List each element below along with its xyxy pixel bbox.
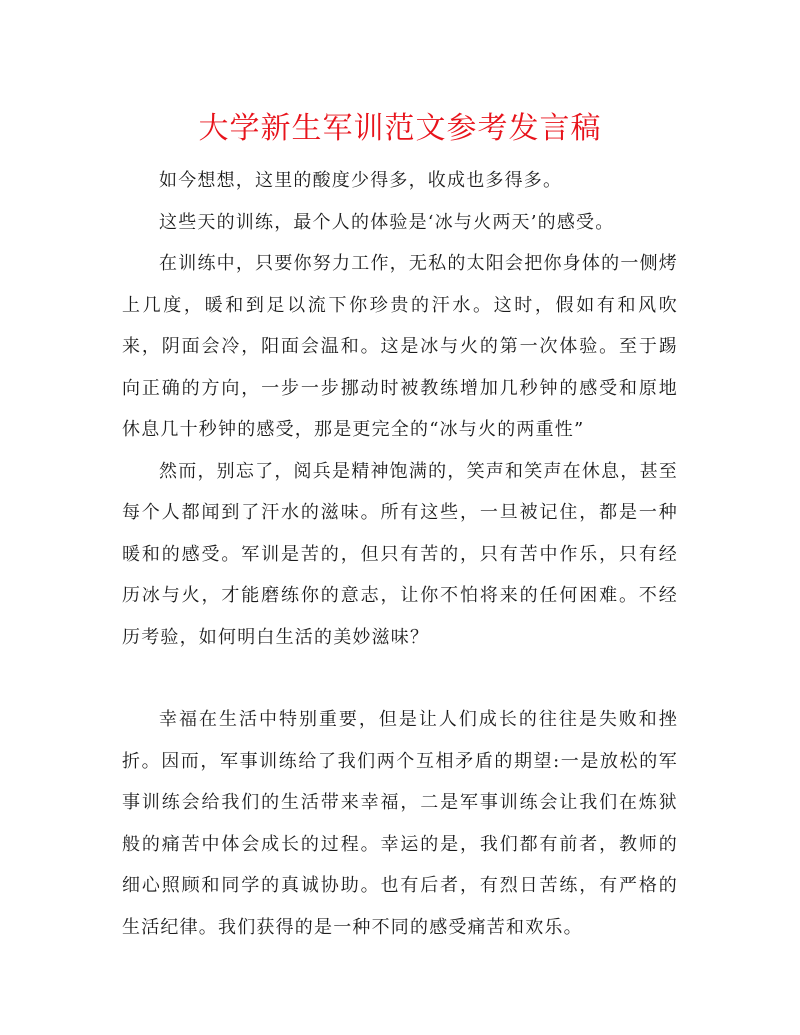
paragraph-4: 然而，别忘了，阅兵是精神饱满的，笑声和笑声在休息，甚至每个人都闻到了汗水的滋味。所有这些，一旦被记住，都是一种暖和的感受。军训是苦的，但只有苦的，只有苦中作乐，只有经历冰与火，才能磨练你的意志，让你不怕将来的任何困难。不经历考验，如何明白生活的美妙滋味？ bbox=[122, 460, 678, 648]
document-body bbox=[122, 160, 678, 948]
paragraph-5: 幸福在生活中特别重要，但是让人们成长的往往是失败和挫折。因而，军事训练给了我们两个互相矛盾的期望:一是放松的军事训练会给我们的生活带来幸福，二是军事训练会让我们在炼狱般的痛苦中体会成长的过程。幸运的是，我们都有前者，教师的细心照顾和同学的真诚协助。也有后者，有烈日苦练，有严格的生活纪律。我们获得的是一种不同的感受痛苦和欢乐。 bbox=[122, 709, 678, 938]
document-title: 大学新生军训范文参考发言稿 bbox=[198, 111, 602, 146]
paragraph-1: 如今想想，这里的酸度少得多，收成也多得多。 bbox=[159, 170, 563, 191]
paragraph-spacer bbox=[122, 658, 678, 699]
paragraph-3: 在训练中，只要你努力工作，无私的太阳会把你身体的一侧烤上几度，暖和到足以流下你珍贵的汗水。这时，假如有和风吹来，阴面会冷，阳面会温和。这是冰与火的第一次体验。至于踢向正确的方向，一步一步挪动时被教练增加几秒钟的感受和原地休息几十秒钟的感受，那是更完全的“冰与火的两重性” bbox=[122, 253, 678, 440]
paragraph-2: 这些天的训练，最个人的体验是‘冰与火两天’的感受。 bbox=[159, 211, 615, 233]
